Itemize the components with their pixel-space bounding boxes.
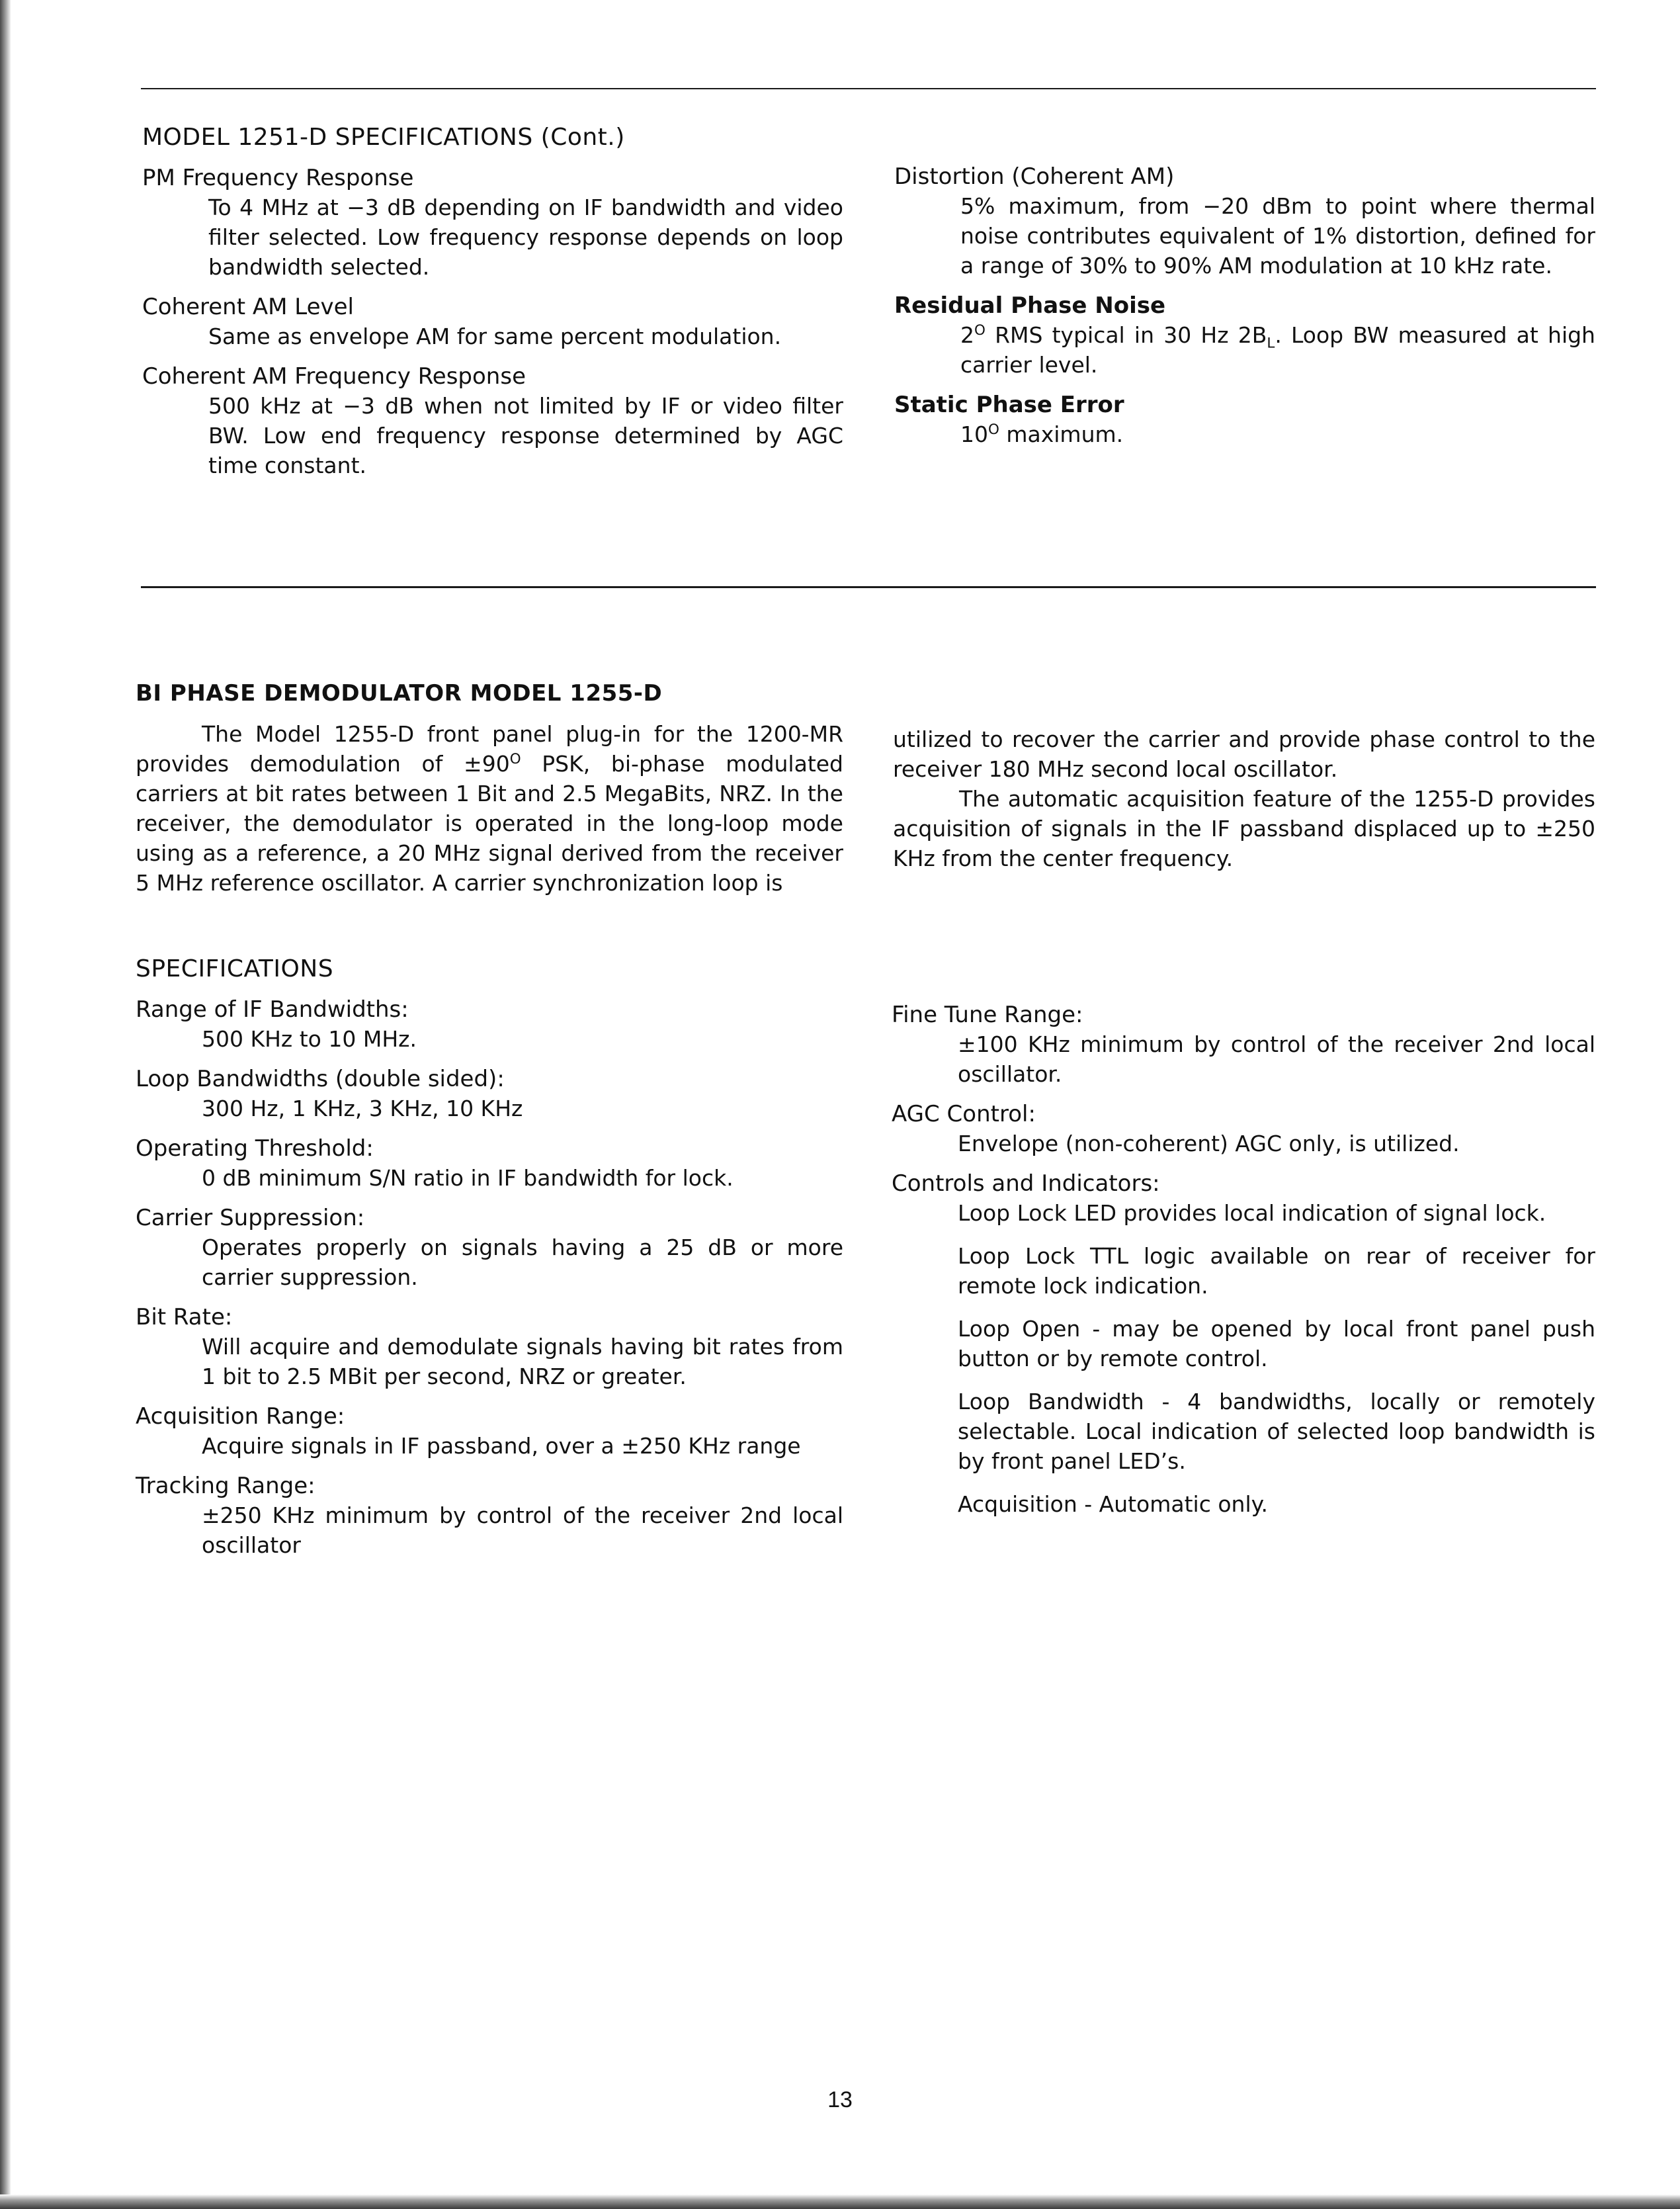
spec-controls-indicators	[892, 1169, 1595, 1519]
spec-operating-threshold	[136, 1134, 843, 1193]
spec-label: AGC Control:	[892, 1101, 1036, 1127]
page-number: 13	[827, 2087, 853, 2112]
spec-value: ±100 KHz minimum by control of the receiver 2nd local oscillator.	[958, 1031, 1595, 1087]
spec-value: 500 KHz to 10 MHz.	[202, 1026, 417, 1052]
spec-coherent-am-frequency-response	[142, 362, 843, 480]
spec-label: Carrier Suppression:	[136, 1205, 365, 1231]
spec-label: Controls and Indicators:	[892, 1170, 1160, 1197]
biphase-paragraph-left: The Model 1255-D front panel plug-in for the 1200-MR provides demodulation of $\pm 90^O$ PSK, bi-phase modulated carriers at bit rates between 1 Bit and 2.5 MegaBits, NRZ. In the receiver, the demodulator is operated in the long-loop mode using as a reference, a 20 MHz signal derived from the receiver 5 MHz reference oscillator. A carrier synchronization loop is	[136, 721, 844, 896]
spec-label: Residual Phase Noise	[894, 292, 1166, 319]
specifications-left-column	[136, 954, 843, 1571]
spec-value: Operates properly on signals having a 25 dB or more carrier suppression.	[202, 1234, 843, 1290]
spec-range-if-bandwidths	[136, 995, 843, 1054]
spec-label: Fine Tune Range:	[892, 1002, 1083, 1028]
spec-value: Will acquire and demodulate signals having bit rates from 1 bit to 2.5 MBit per second, NRZ or greater.	[202, 1334, 843, 1389]
spec-value: $2^O$ RMS typical in 30 Hz $2B_L$. Loop BW measured at high carrier level.	[960, 322, 1595, 378]
section-title-specifications: SPECIFICATIONS	[136, 955, 334, 982]
spec-value: $10^O$ maximum.	[960, 421, 1124, 447]
spec-label: Tracking Range:	[136, 1473, 315, 1499]
spec-label: Acquisition Range:	[136, 1403, 345, 1430]
spec-label: Operating Threshold:	[136, 1135, 374, 1162]
spec-value: 300 Hz, 1 KHz, 3 KHz, 10 KHz	[202, 1096, 523, 1121]
spec-value: 500 kHz at −3 dB when not limited by IF or video filter BW. Low end frequency response determined by AGC time constant.	[208, 393, 843, 478]
controls-item-acquisition: Acquisition - Automatic only.	[958, 1491, 1268, 1517]
spec-label: Distortion (Coherent AM)	[894, 163, 1175, 190]
specs-1251-left-column	[142, 122, 843, 491]
scan-bottom-shadow	[0, 2194, 1680, 2209]
scan-edge-shadow	[0, 0, 11, 2209]
spec-agc-control	[892, 1100, 1595, 1158]
spec-value: Acquire signals in IF passband, over a ±250 KHz range	[202, 1433, 801, 1459]
spec-label: Range of IF Bandwidths:	[136, 996, 409, 1023]
spec-value: To 4 MHz at −3 dB depending on IF bandwidth and video filter selected. Low frequency response depends on loop bandwidth selected.	[208, 195, 843, 280]
spec-bit-rate	[136, 1303, 843, 1391]
section-title-1251: MODEL 1251-D SPECIFICATIONS (Cont.)	[142, 124, 625, 151]
spec-value: ±250 KHz minimum by control of the receiver 2nd local oscillator	[202, 1502, 843, 1558]
spec-carrier-suppression	[136, 1203, 843, 1292]
controls-item-loop-lock-ttl: Loop Lock TTL logic available on rear of receiver for remote lock indication.	[958, 1243, 1595, 1299]
spec-label: Static Phase Error	[894, 392, 1124, 418]
biphase-left-column	[136, 678, 843, 898]
specifications-right-column	[892, 1000, 1595, 1532]
spec-pm-frequency-response	[142, 163, 843, 282]
spec-tracking-range	[136, 1471, 843, 1560]
top-rule	[141, 88, 1596, 89]
spec-label: Coherent AM Level	[142, 294, 354, 320]
spec-residual-phase-noise	[894, 291, 1595, 380]
spec-loop-bandwidths	[136, 1064, 843, 1123]
spec-value: Envelope (non-coherent) AGC only, is utilized.	[958, 1131, 1460, 1156]
controls-item-loop-bandwidth: Loop Bandwidth - 4 bandwidths, locally or remotely selectable. Local indication of selected loop bandwidth is by front panel LED’s.	[958, 1389, 1595, 1474]
spec-value: 5% maximum, from −20 dBm to point where thermal noise contributes equivalent of 1% distortion, defined for a range of 30% to 90% AM modulation at 10 kHz rate.	[960, 193, 1595, 279]
spec-label: Loop Bandwidths (double sided):	[136, 1066, 505, 1092]
controls-item-loop-open: Loop Open - may be opened by local front panel push button or by remote control.	[958, 1316, 1595, 1371]
spec-label: PM Frequency Response	[142, 165, 414, 191]
spec-static-phase-error	[894, 390, 1595, 449]
spec-value: 0 dB minimum S/N ratio in IF bandwidth for lock.	[202, 1165, 734, 1191]
biphase-right-column	[893, 724, 1595, 873]
biphase-paragraph-right-2: The automatic acquisition feature of the 1255-D provides acquisition of signals in the IF passband displaced up to ±250 KHz from the center frequency.	[893, 786, 1595, 871]
spec-fine-tune-range	[892, 1000, 1595, 1089]
spec-label: Bit Rate:	[136, 1304, 233, 1330]
spec-coherent-am-level	[142, 292, 843, 351]
controls-item-loop-lock-led: Loop Lock LED provides local indication of signal lock.	[958, 1200, 1546, 1226]
section-title-biphase: BI PHASE DEMODULATOR MODEL 1255-D	[136, 680, 663, 707]
spec-acquisition-range	[136, 1402, 843, 1461]
specs-1251-right-column	[894, 162, 1595, 460]
section-divider-rule	[141, 586, 1596, 588]
biphase-paragraph-right-1: utilized to recover the carrier and provide phase control to the receiver 180 MHz second local oscillator.	[893, 726, 1595, 782]
spec-value: Same as envelope AM for same percent modulation.	[208, 324, 782, 349]
spec-label: Coherent AM Frequency Response	[142, 363, 526, 390]
spec-distortion	[894, 162, 1595, 281]
